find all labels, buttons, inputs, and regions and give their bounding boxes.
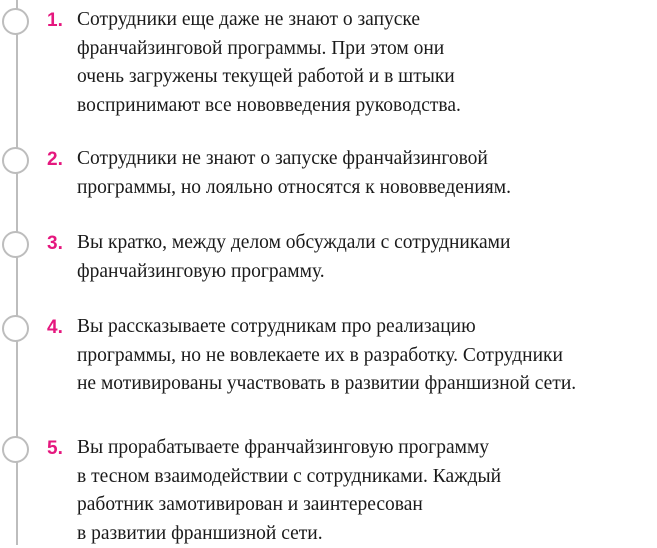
- timeline-line: [16, 0, 18, 545]
- step-text: Сотрудники не знают о запуске франчайзинговой программы, но лояльно относятся к нововведениям.: [77, 148, 511, 198]
- step-number: 4.: [47, 317, 63, 338]
- step-marker-circle-icon: [2, 436, 29, 463]
- step-marker-circle-icon: [2, 231, 29, 258]
- step-number: 5.: [47, 438, 63, 459]
- step-text: Вы рассказываете сотрудникам про реализацию программы, но не вовлекаете их в разработку. Сотрудники не мотивированы участвовать в развитии франшизной сети.: [77, 316, 577, 394]
- step-text: Вы кратко, между делом обсуждали с сотрудниками франчайзинговую программу.: [77, 232, 511, 282]
- step-number: 3.: [47, 233, 63, 254]
- step-text: Вы прорабатываете франчайзинговую программу в тесном взаимодействии с сотрудниками. Каждый работник замотивирован и заинтересован в развитии франшизной сети.: [77, 437, 502, 544]
- step-number: 2.: [47, 149, 63, 170]
- step-marker-circle-icon: [2, 8, 29, 35]
- step-marker-circle-icon: [2, 147, 29, 174]
- step-marker-circle-icon: [2, 315, 29, 342]
- step-number: 1.: [47, 10, 63, 31]
- step-text: Сотрудники еще даже не знают о запуске франчайзинговой программы. При этом они очень загружены текущей работой и в штыки воспринимают все нововведения руководства.: [77, 9, 461, 116]
